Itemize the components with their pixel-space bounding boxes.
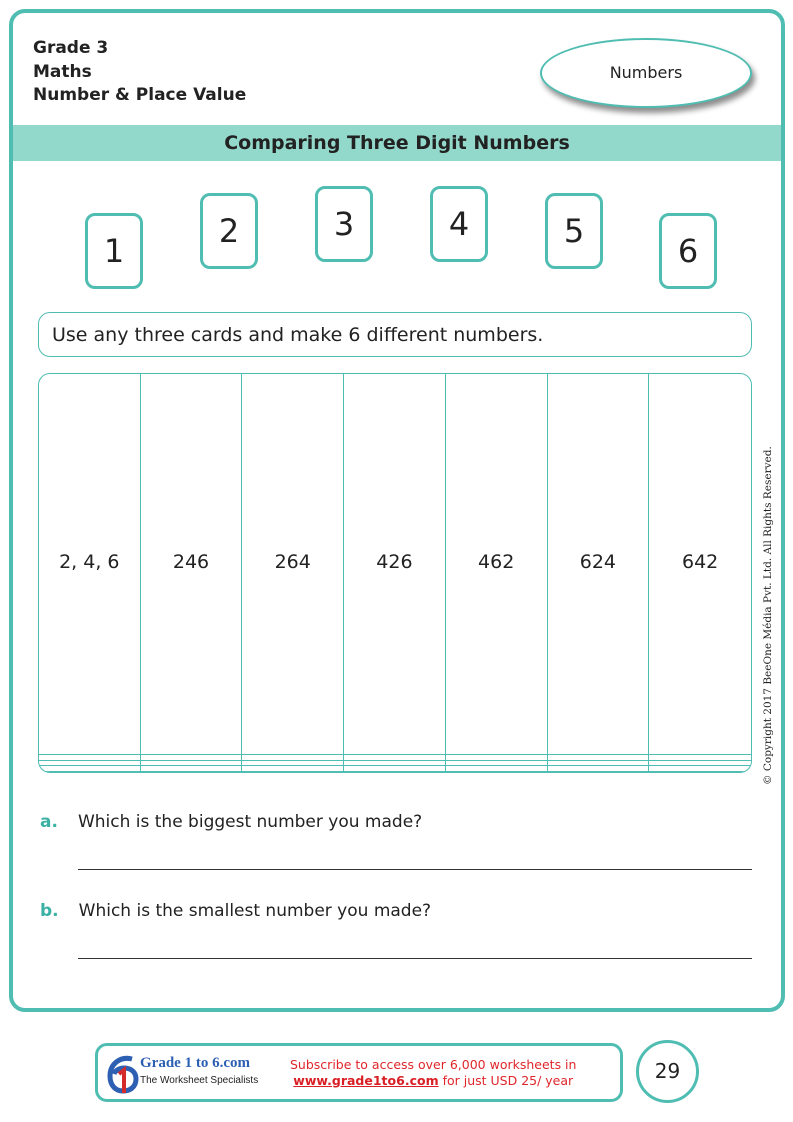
- table-header-cell: 462: [446, 374, 548, 750]
- subscribe-text: [290, 1057, 576, 1089]
- table-header-cell: 642: [681, 550, 719, 573]
- question-a: [40, 812, 422, 832]
- answer-cell[interactable]: [548, 766, 650, 772]
- page-number: 29: [636, 1040, 699, 1103]
- logo-61-icon: [106, 1054, 140, 1094]
- copyright-text: © Copyright 2017 BeeOne Média Pvt. Ltd. All Rights Reserved.: [762, 446, 774, 785]
- question-b: [40, 901, 431, 921]
- answer-line-b[interactable]: [78, 958, 752, 959]
- brand-tagline: The Worksheet Specialists: [140, 1075, 259, 1086]
- answer-cell[interactable]: [446, 766, 548, 772]
- table-header-cell: 624: [548, 374, 650, 750]
- table-header-row: [39, 374, 751, 750]
- subject-label: Maths: [33, 62, 92, 82]
- subscribe-price: for just USD 25/ year: [438, 1073, 574, 1088]
- number-card: 4: [430, 186, 488, 262]
- table-header-cell: 246: [141, 374, 243, 750]
- question-text: Which is the smallest number you made?: [78, 901, 432, 921]
- answer-cell[interactable]: [39, 766, 141, 772]
- table-header-cell: 426: [344, 374, 446, 750]
- number-card: 5: [545, 193, 603, 269]
- table-header-cell: 2, 4, 6: [39, 374, 141, 750]
- table-header-cell: 264: [242, 374, 344, 750]
- brand-logo: [106, 1054, 276, 1094]
- question-text: Which is the biggest number you made?: [77, 812, 423, 832]
- number-card: 3: [315, 186, 373, 262]
- topic-label: Number & Place Value: [33, 85, 247, 105]
- grade-label: Grade 3: [33, 38, 109, 58]
- subscribe-line: Subscribe to access over 6,000 worksheets in: [290, 1057, 577, 1072]
- question-letter: a.: [40, 812, 58, 832]
- question-letter: b.: [40, 901, 59, 921]
- answer-cell[interactable]: [141, 766, 243, 772]
- number-card: 6: [659, 213, 717, 289]
- worksheet-title: Comparing Three Digit Numbers: [13, 125, 781, 161]
- website-link[interactable]: www.grade1to6.com: [293, 1073, 439, 1088]
- answer-cell[interactable]: [344, 766, 446, 772]
- instruction-box: Use any three cards and make 6 different numbers.: [38, 312, 752, 357]
- table-row: [39, 766, 751, 772]
- answer-line-a[interactable]: [78, 869, 752, 870]
- brand-name: Grade 1 to 6.com: [140, 1055, 250, 1071]
- answer-table: [38, 373, 752, 773]
- topic-badge: Numbers: [540, 38, 752, 108]
- answer-cell[interactable]: [242, 766, 344, 772]
- number-card: 1: [85, 213, 143, 289]
- footer-banner: [95, 1043, 623, 1102]
- number-card: 2: [200, 193, 258, 269]
- answer-cell[interactable]: [649, 766, 751, 772]
